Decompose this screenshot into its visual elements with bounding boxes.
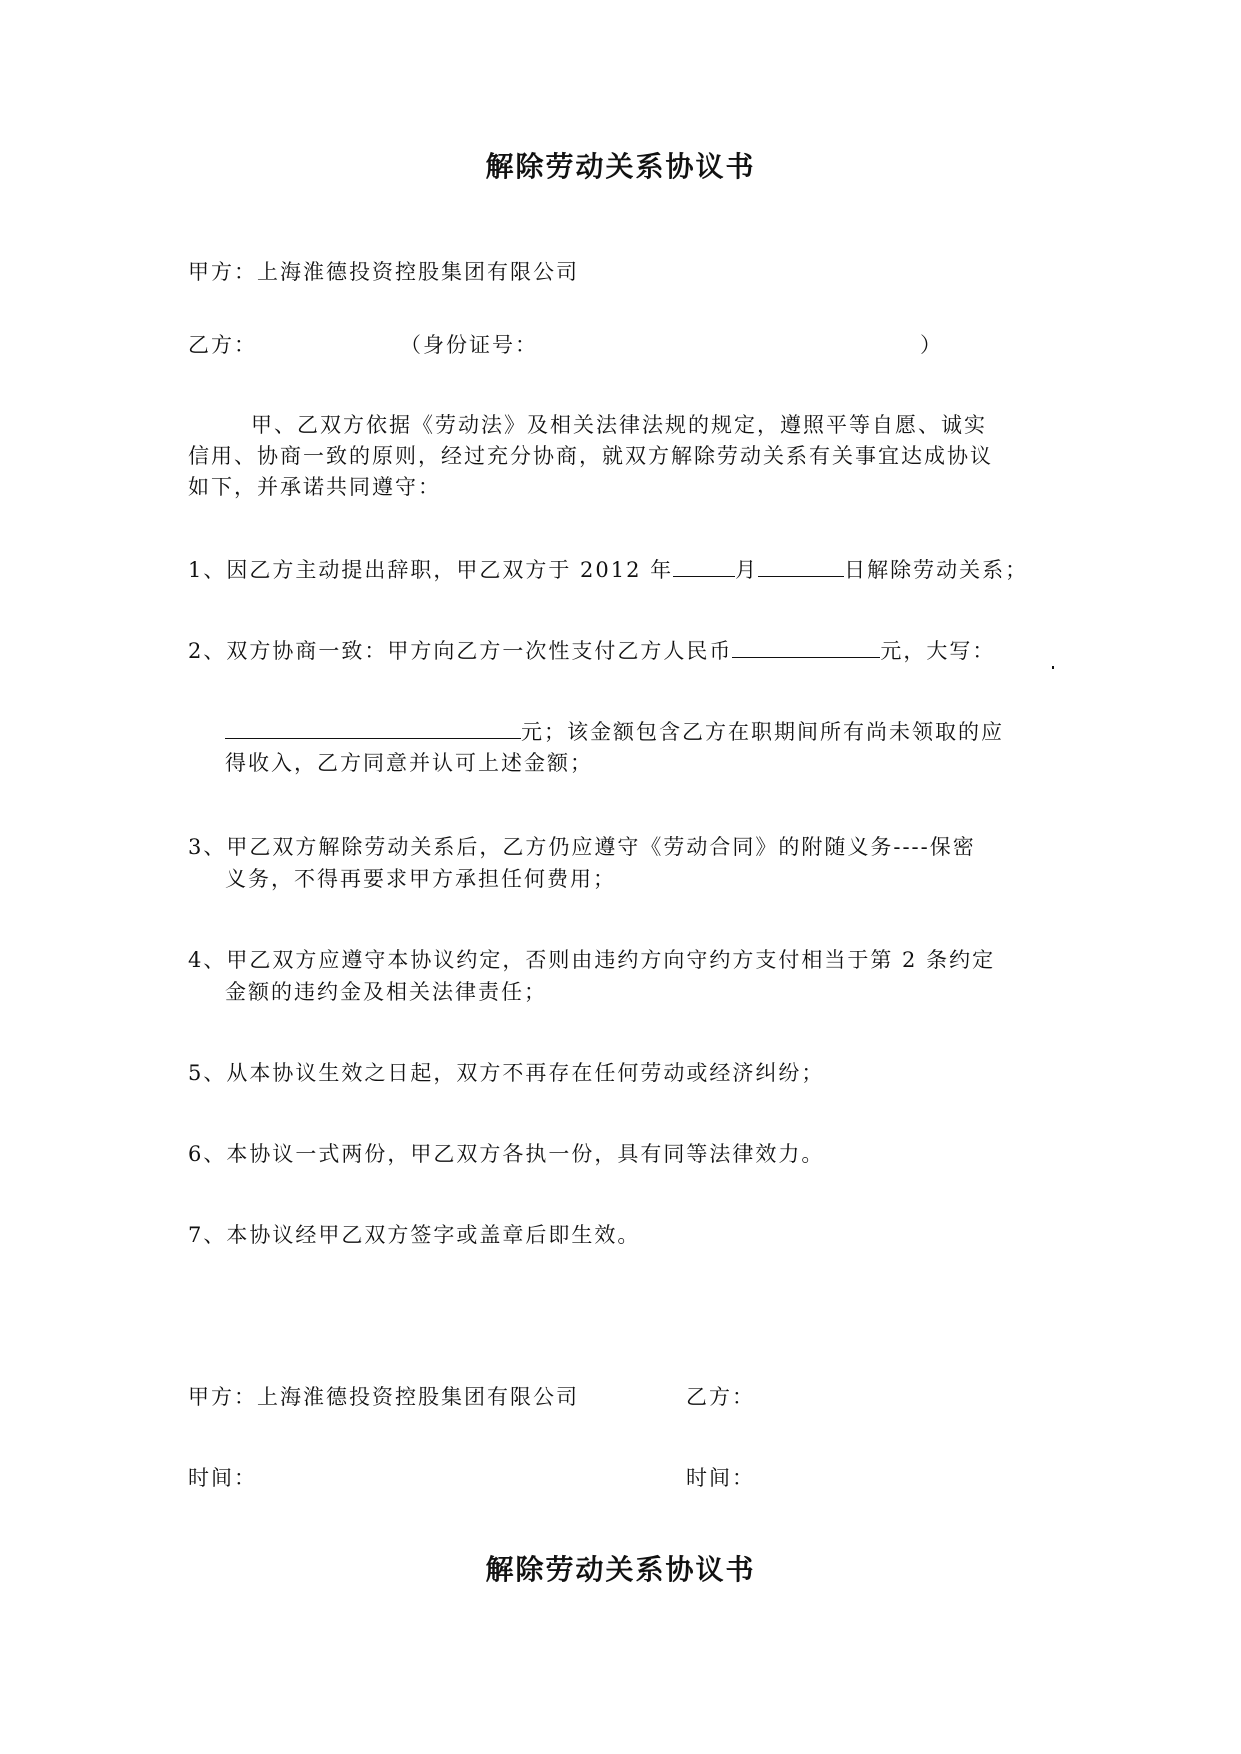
day-blank <box>758 554 844 577</box>
clause-2-line-3: 得收入，乙方同意并认可上述金额； <box>225 751 593 775</box>
document-title: 解除劳动关系协议书 <box>485 150 756 183</box>
clause-1-month: 月 <box>735 558 759 582</box>
id-number-close: ） <box>920 333 943 357</box>
month-blank <box>673 554 735 577</box>
signature-time-a: 时间： <box>188 1466 257 1490</box>
clause-6: 6、本协议一式两份，甲乙双方各执一份，具有同等法律效力。 <box>188 1142 825 1166</box>
clause-7: 7、本协议经甲乙双方签字或盖章后即生效。 <box>188 1223 641 1247</box>
signature-time-b: 时间： <box>686 1466 755 1490</box>
clause-4-line-1: 4、甲乙双方应遵守本协议约定，否则由违约方向守约方支付相当于第 2 条约定 <box>188 948 996 972</box>
intro-line-3: 如下，并承诺共同遵守： <box>188 475 441 499</box>
margin-mark <box>1052 666 1054 669</box>
clause-2-mid: 元，大写： <box>880 639 996 663</box>
clause-1-prefix: 1、因乙方主动提出辞职，甲乙双方于 2012 年 <box>188 558 674 582</box>
amount-blank <box>732 635 880 658</box>
next-page-title: 解除劳动关系协议书 <box>485 1553 756 1586</box>
clause-1-suffix: 日解除劳动关系； <box>844 558 1029 582</box>
intro-line-2: 信用、协商一致的原则，经过充分协商，就双方解除劳动关系有关事宜达成协议 <box>188 444 993 468</box>
clause-2-line-2-text: 元；该金额包含乙方在职期间所有尚未领取的应 <box>521 720 1004 744</box>
intro-line-1: 甲、乙双方依据《劳动法》及相关法律法规的规定，遵照平等自愿、诚实 <box>251 413 987 437</box>
clause-5: 5、从本协议生效之日起，双方不再存在任何劳动或经济纠纷； <box>188 1061 825 1085</box>
party-a-line: 甲方：上海淮德投资控股集团有限公司 <box>188 260 579 284</box>
clause-2-prefix: 2、双方协商一致：甲方向乙方一次性支付乙方人民币 <box>188 639 733 663</box>
signature-party-b: 乙方： <box>686 1385 755 1409</box>
clause-2-line-2 <box>225 716 1004 747</box>
clause-4-line-2: 金额的违约金及相关法律责任； <box>225 980 547 1004</box>
clause-2-line-1 <box>188 635 995 666</box>
clause-3-line-2: 义务，不得再要求甲方承担任何费用； <box>225 867 616 891</box>
id-number-label: （身份证号： <box>400 333 538 357</box>
clause-3-line-1: 3、甲乙双方解除劳动关系后，乙方仍应遵守《劳动合同》的附随义务----保密 <box>188 835 976 859</box>
signature-party-a: 甲方：上海淮德投资控股集团有限公司 <box>188 1385 579 1409</box>
amount-words-blank <box>225 716 521 739</box>
party-b-label: 乙方： <box>188 333 257 357</box>
clause-1 <box>188 554 1028 585</box>
